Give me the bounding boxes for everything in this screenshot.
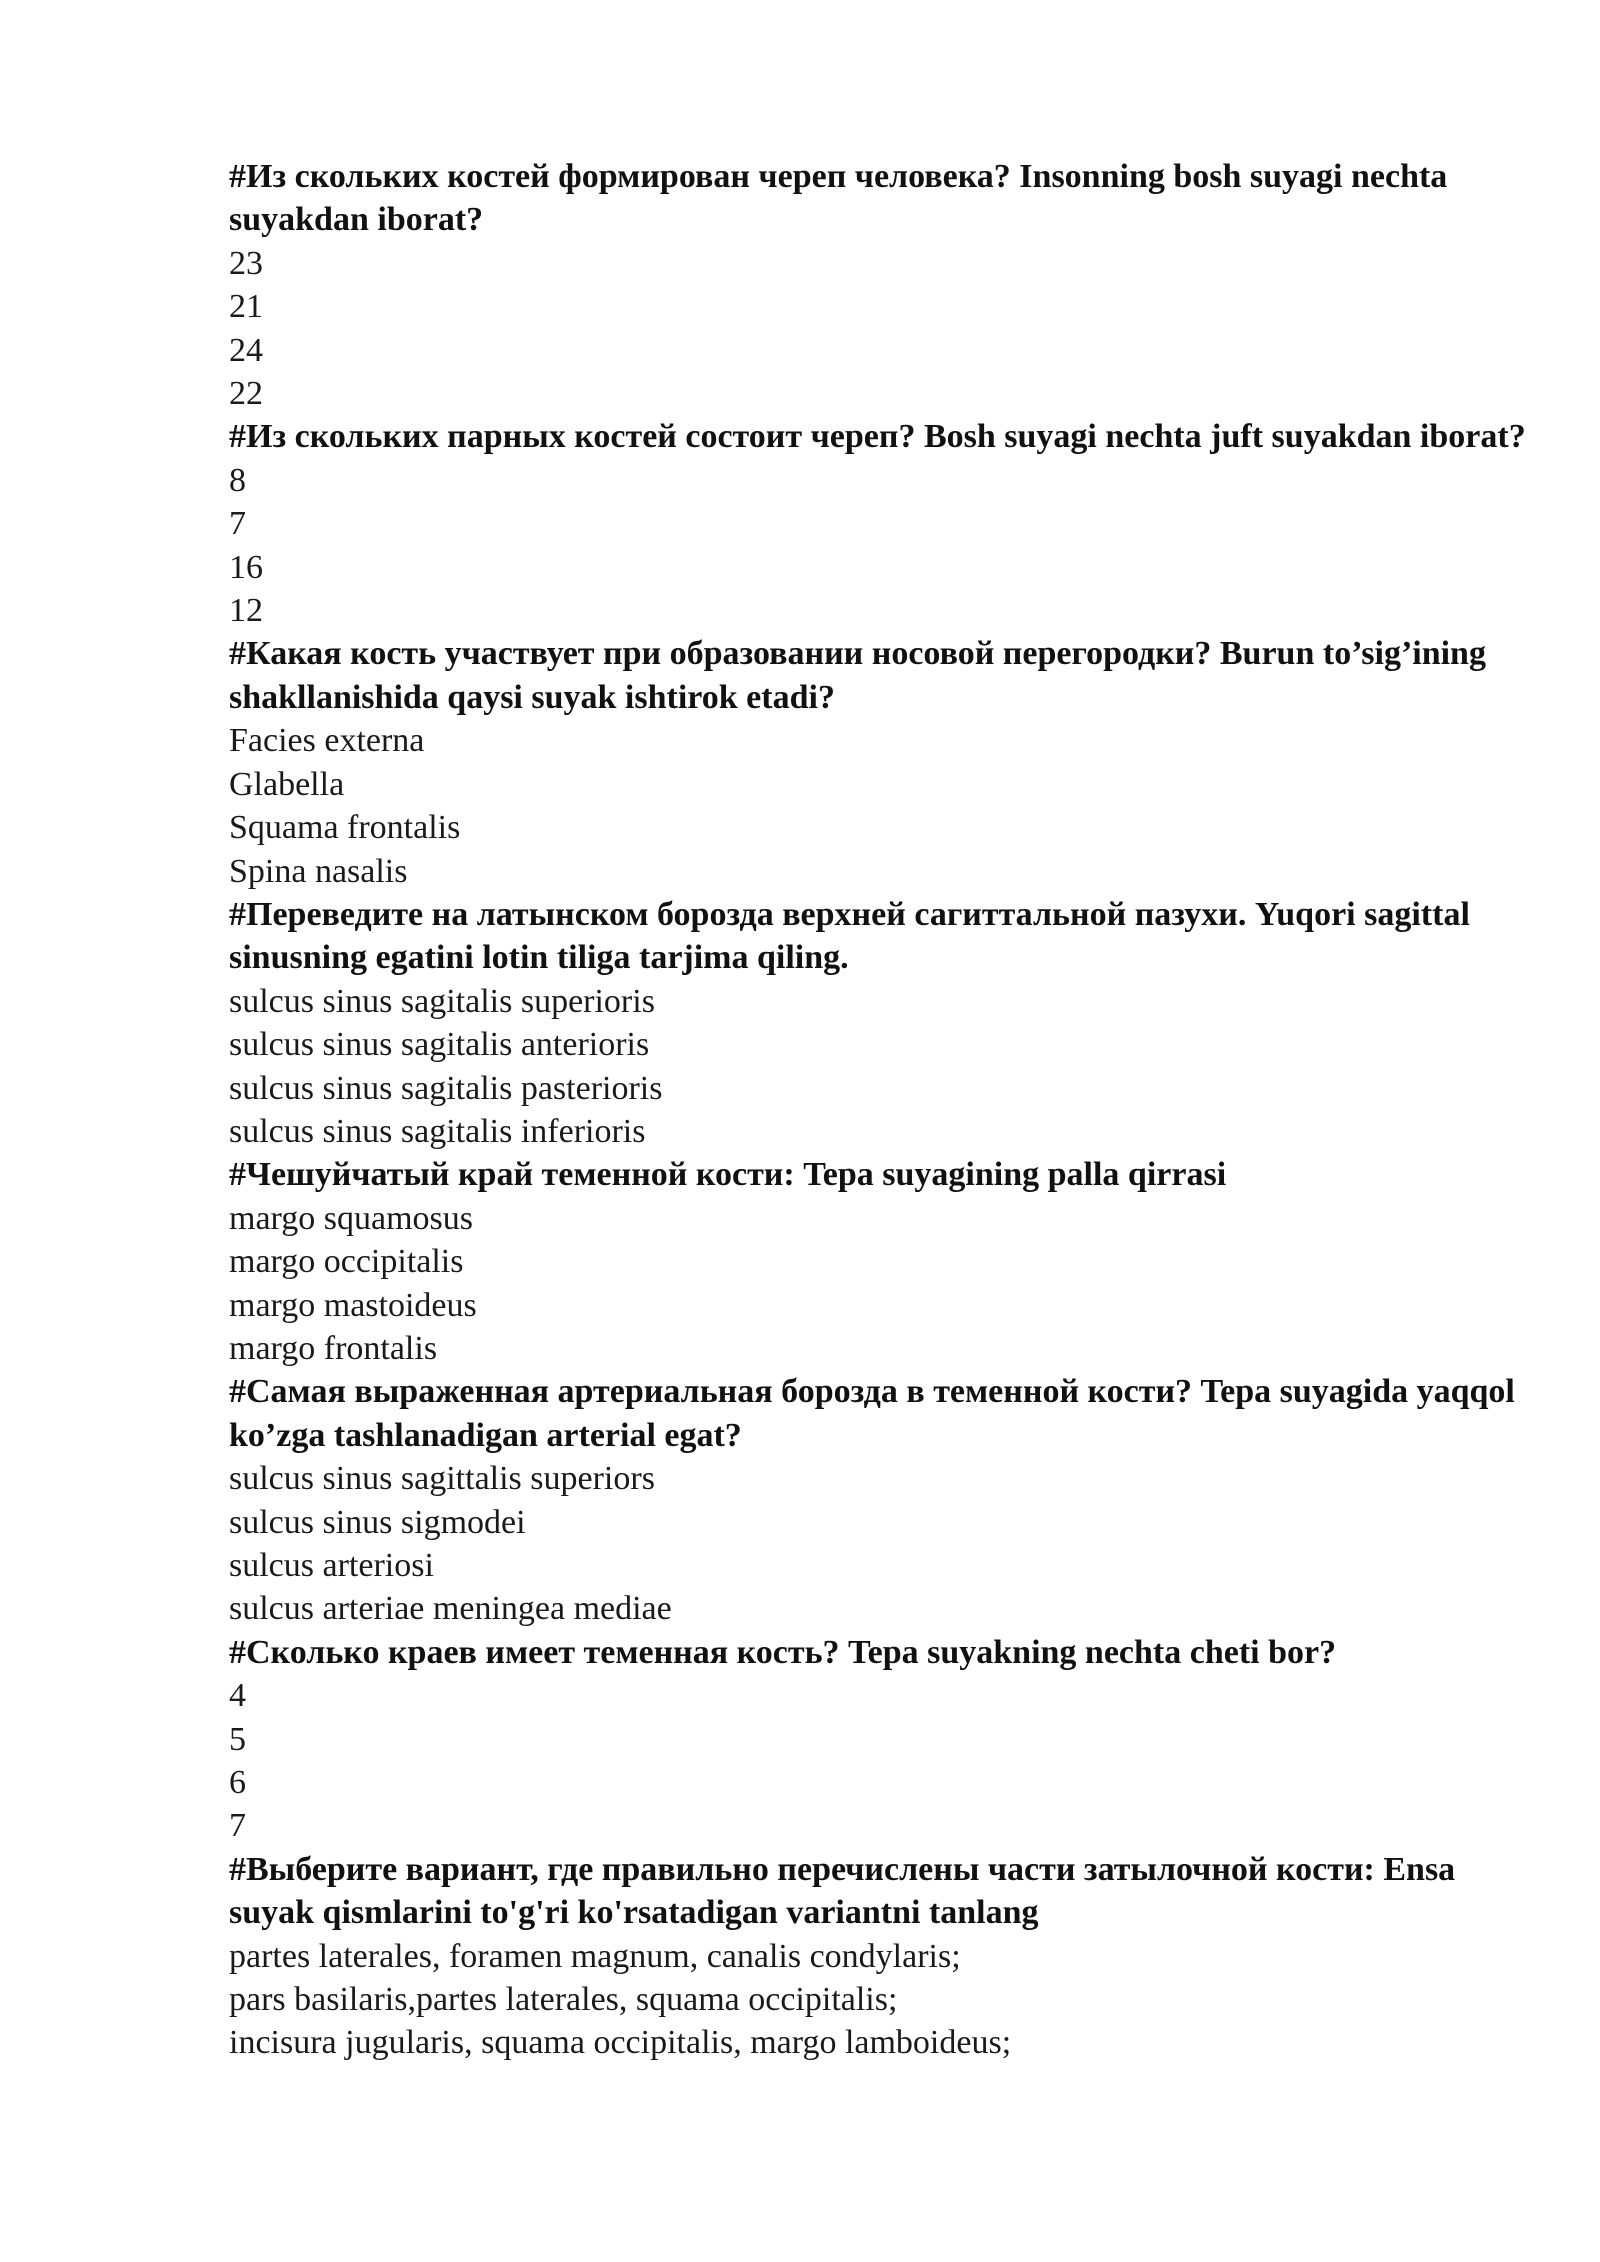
answer-option: 24 <box>229 331 263 369</box>
answer-option: sulcus sinus sagittalis superiors <box>229 1460 655 1498</box>
question-block-4 <box>229 893 1529 1153</box>
question-block-1 <box>229 155 1529 415</box>
question-text: #Чешуйчатый край теменной кости: Tepa suyagining palla qirrasi <box>229 1156 1227 1194</box>
question-block-2 <box>229 415 1529 632</box>
question-text: #Из скольких парных костей состоит череп? Bosh suyagi nechta juft suyakdan iborat? <box>229 418 1526 456</box>
answer-option: margo squamosus <box>229 1199 473 1237</box>
answer-option: margo occipitalis <box>229 1243 464 1281</box>
answer-option: 16 <box>229 548 263 586</box>
answer-option: 6 <box>229 1764 246 1802</box>
answer-option: pars basilaris,partes laterales, squama occipitalis; <box>229 1981 898 2019</box>
question-text: #Из скольких костей формирован череп человека? Insonning bosh suyagi nechta suyakdan iborat? <box>229 158 1448 239</box>
document-page <box>229 155 1529 2065</box>
question-text: #Выберите вариант, где правильно перечислены части затылочной кости: Ensa suyak qismlarini to'g'ri ko'rsatadigan variantni tanlang <box>229 1850 1456 1932</box>
question-text: #Какая кость участвует при образовании носовой перегородки? Burun to’sig’ining shakllanishida qaysi suyak ishtirok etadi? <box>229 635 1486 716</box>
question-block-7 <box>229 1631 1529 1848</box>
answer-option: sulcus sinus sagitalis superioris <box>229 982 655 1020</box>
answer-option: Squama frontalis <box>229 809 461 847</box>
answer-option: 7 <box>229 1807 246 1845</box>
answer-option: sulcus sinus sigmodei <box>229 1503 526 1541</box>
question-block-8 <box>229 1848 1529 2065</box>
answer-option: 23 <box>229 244 263 282</box>
answer-option: sulcus arteriae meningea mediae <box>229 1590 672 1628</box>
answer-option: sulcus sinus sagitalis pasterioris <box>229 1069 663 1107</box>
answer-option: partes laterales, foramen magnum, canalis condylaris; <box>229 1937 961 1975</box>
answer-option: 7 <box>229 505 246 543</box>
question-text: #Самая выраженная артериальная борозда в теменной кости? Tepa suyagida yaqqol ko’zga tashlanadigan arterial egat? <box>229 1373 1515 1454</box>
question-text: #Переведите на латынском борозда верхней сагиттальной пазухи. Yuqori sagittal sinusning egatini lotin tiliga tarjima qiling. <box>229 895 1470 977</box>
question-block-6 <box>229 1370 1529 1630</box>
answer-option: 8 <box>229 461 246 499</box>
answer-option: margo mastoideus <box>229 1286 477 1324</box>
answer-option: incisura jugularis, squama occipitalis, margo lamboideus; <box>229 2024 1012 2062</box>
answer-option: 21 <box>229 288 263 326</box>
question-text: #Сколько краев имеет теменная кость? Tepa suyakning nechta cheti bor? <box>229 1633 1337 1671</box>
answer-option: 4 <box>229 1677 246 1715</box>
answer-option: Spina nasalis <box>229 852 408 890</box>
answer-option: margo frontalis <box>229 1329 438 1367</box>
answer-option: sulcus sinus sagitalis inferioris <box>229 1112 646 1150</box>
answer-option: sulcus arteriosi <box>229 1547 434 1584</box>
answer-option: 22 <box>229 375 263 413</box>
question-block-5 <box>229 1153 1529 1370</box>
answer-option: 5 <box>229 1720 246 1758</box>
answer-option: 12 <box>229 592 263 630</box>
answer-option: Facies externa <box>229 722 425 760</box>
answer-option: Glabella <box>229 765 345 803</box>
question-block-3 <box>229 632 1529 892</box>
answer-option: sulcus sinus sagitalis anterioris <box>229 1026 650 1064</box>
